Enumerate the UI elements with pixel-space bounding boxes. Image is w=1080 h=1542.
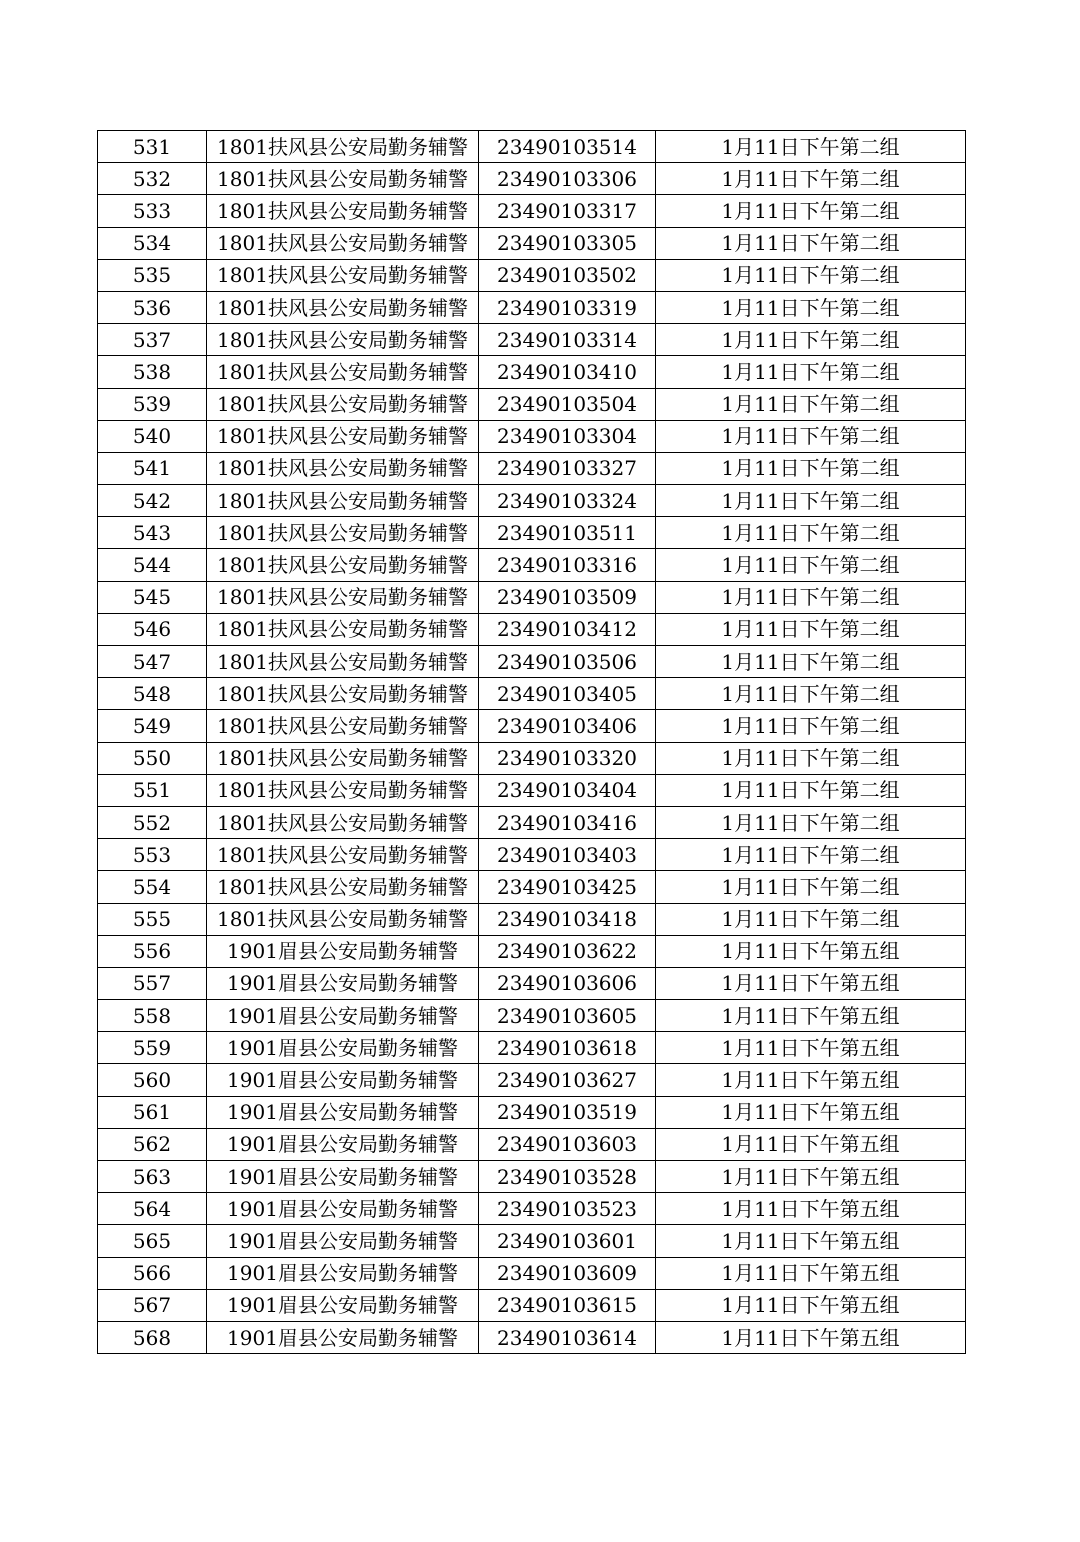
schedule-cell: 1月11日下午第二组 xyxy=(656,131,966,163)
schedule-cell: 1月11日下午第二组 xyxy=(656,356,966,388)
table-row xyxy=(98,1032,966,1064)
table-row xyxy=(98,452,966,484)
schedule-cell: 1月11日下午第二组 xyxy=(656,291,966,323)
position-cell: 1801扶风县公安局勤务辅警 xyxy=(207,420,479,452)
row-number-cell: 555 xyxy=(98,903,207,935)
candidate-table xyxy=(97,130,966,1354)
schedule-cell: 1月11日下午第五组 xyxy=(656,967,966,999)
position-cell: 1801扶风县公安局勤务辅警 xyxy=(207,485,479,517)
position-cell: 1801扶风县公安局勤务辅警 xyxy=(207,163,479,195)
row-number-cell: 533 xyxy=(98,195,207,227)
position-cell: 1901眉县公安局勤务辅警 xyxy=(207,1161,479,1193)
position-cell: 1901眉县公安局勤务辅警 xyxy=(207,1193,479,1225)
table-row xyxy=(98,163,966,195)
table-row xyxy=(98,967,966,999)
row-number-cell: 545 xyxy=(98,581,207,613)
table-row xyxy=(98,581,966,613)
row-number-cell: 557 xyxy=(98,967,207,999)
position-cell: 1801扶风县公安局勤务辅警 xyxy=(207,227,479,259)
schedule-cell: 1月11日下午第五组 xyxy=(656,1064,966,1096)
schedule-cell: 1月11日下午第二组 xyxy=(656,678,966,710)
row-number-cell: 554 xyxy=(98,871,207,903)
exam-id-cell: 23490103410 xyxy=(479,356,656,388)
row-number-cell: 551 xyxy=(98,774,207,806)
table-row xyxy=(98,517,966,549)
exam-id-cell: 23490103618 xyxy=(479,1032,656,1064)
schedule-cell: 1月11日下午第二组 xyxy=(656,839,966,871)
position-cell: 1801扶风县公安局勤务辅警 xyxy=(207,613,479,645)
schedule-cell: 1月11日下午第二组 xyxy=(656,581,966,613)
table-row xyxy=(98,291,966,323)
exam-id-cell: 23490103305 xyxy=(479,227,656,259)
exam-id-cell: 23490103320 xyxy=(479,742,656,774)
schedule-cell: 1月11日下午第二组 xyxy=(656,388,966,420)
exam-id-cell: 23490103606 xyxy=(479,967,656,999)
row-number-cell: 548 xyxy=(98,678,207,710)
position-cell: 1901眉县公安局勤务辅警 xyxy=(207,1257,479,1289)
row-number-cell: 546 xyxy=(98,613,207,645)
position-cell: 1801扶风县公安局勤务辅警 xyxy=(207,710,479,742)
exam-id-cell: 23490103615 xyxy=(479,1289,656,1321)
position-cell: 1801扶风县公安局勤务辅警 xyxy=(207,903,479,935)
position-cell: 1801扶风县公安局勤务辅警 xyxy=(207,517,479,549)
row-number-cell: 537 xyxy=(98,324,207,356)
exam-id-cell: 23490103603 xyxy=(479,1128,656,1160)
row-number-cell: 561 xyxy=(98,1096,207,1128)
exam-id-cell: 23490103316 xyxy=(479,549,656,581)
exam-id-cell: 23490103304 xyxy=(479,420,656,452)
exam-id-cell: 23490103528 xyxy=(479,1161,656,1193)
schedule-cell: 1月11日下午第二组 xyxy=(656,227,966,259)
row-number-cell: 556 xyxy=(98,935,207,967)
position-cell: 1801扶风县公安局勤务辅警 xyxy=(207,774,479,806)
schedule-cell: 1月11日下午第五组 xyxy=(656,1289,966,1321)
position-cell: 1801扶风县公安局勤务辅警 xyxy=(207,806,479,838)
position-cell: 1801扶风县公安局勤务辅警 xyxy=(207,742,479,774)
position-cell: 1901眉县公安局勤务辅警 xyxy=(207,1064,479,1096)
table-row xyxy=(98,1128,966,1160)
table-row xyxy=(98,646,966,678)
exam-id-cell: 23490103324 xyxy=(479,485,656,517)
position-cell: 1901眉县公安局勤务辅警 xyxy=(207,1032,479,1064)
schedule-cell: 1月11日下午第二组 xyxy=(656,710,966,742)
table-row xyxy=(98,420,966,452)
position-cell: 1901眉县公安局勤务辅警 xyxy=(207,1289,479,1321)
schedule-cell: 1月11日下午第二组 xyxy=(656,742,966,774)
exam-id-cell: 23490103327 xyxy=(479,452,656,484)
exam-id-cell: 23490103622 xyxy=(479,935,656,967)
position-cell: 1801扶风县公安局勤务辅警 xyxy=(207,839,479,871)
schedule-cell: 1月11日下午第五组 xyxy=(656,1321,966,1353)
row-number-cell: 547 xyxy=(98,646,207,678)
schedule-cell: 1月11日下午第五组 xyxy=(656,935,966,967)
schedule-cell: 1月11日下午第五组 xyxy=(656,1096,966,1128)
position-cell: 1801扶风县公安局勤务辅警 xyxy=(207,871,479,903)
table-row xyxy=(98,1000,966,1032)
exam-id-cell: 23490103416 xyxy=(479,806,656,838)
exam-id-cell: 23490103317 xyxy=(479,195,656,227)
position-cell: 1901眉县公安局勤务辅警 xyxy=(207,967,479,999)
position-cell: 1901眉县公安局勤务辅警 xyxy=(207,1000,479,1032)
row-number-cell: 552 xyxy=(98,806,207,838)
exam-id-cell: 23490103314 xyxy=(479,324,656,356)
row-number-cell: 538 xyxy=(98,356,207,388)
table-row xyxy=(98,388,966,420)
exam-id-cell: 23490103514 xyxy=(479,131,656,163)
position-cell: 1801扶风县公安局勤务辅警 xyxy=(207,356,479,388)
table-row xyxy=(98,1321,966,1353)
table-row xyxy=(98,195,966,227)
table-row xyxy=(98,774,966,806)
row-number-cell: 534 xyxy=(98,227,207,259)
schedule-cell: 1月11日下午第二组 xyxy=(656,517,966,549)
table-row xyxy=(98,1289,966,1321)
row-number-cell: 558 xyxy=(98,1000,207,1032)
schedule-cell: 1月11日下午第二组 xyxy=(656,806,966,838)
table-row xyxy=(98,1257,966,1289)
exam-id-cell: 23490103605 xyxy=(479,1000,656,1032)
table-row xyxy=(98,710,966,742)
exam-id-cell: 23490103502 xyxy=(479,259,656,291)
schedule-cell: 1月11日下午第二组 xyxy=(656,452,966,484)
schedule-cell: 1月11日下午第五组 xyxy=(656,1128,966,1160)
position-cell: 1801扶风县公安局勤务辅警 xyxy=(207,388,479,420)
row-number-cell: 564 xyxy=(98,1193,207,1225)
schedule-cell: 1月11日下午第二组 xyxy=(656,774,966,806)
table-row xyxy=(98,871,966,903)
exam-id-cell: 23490103511 xyxy=(479,517,656,549)
table-row xyxy=(98,1096,966,1128)
table-row xyxy=(98,549,966,581)
table-row xyxy=(98,935,966,967)
schedule-cell: 1月11日下午第二组 xyxy=(656,420,966,452)
row-number-cell: 566 xyxy=(98,1257,207,1289)
row-number-cell: 559 xyxy=(98,1032,207,1064)
table-row xyxy=(98,1193,966,1225)
table-row xyxy=(98,1225,966,1257)
row-number-cell: 560 xyxy=(98,1064,207,1096)
row-number-cell: 567 xyxy=(98,1289,207,1321)
position-cell: 1901眉县公安局勤务辅警 xyxy=(207,1128,479,1160)
schedule-cell: 1月11日下午第五组 xyxy=(656,1225,966,1257)
schedule-cell: 1月11日下午第二组 xyxy=(656,613,966,645)
table-row xyxy=(98,839,966,871)
row-number-cell: 565 xyxy=(98,1225,207,1257)
exam-id-cell: 23490103627 xyxy=(479,1064,656,1096)
exam-id-cell: 23490103614 xyxy=(479,1321,656,1353)
exam-id-cell: 23490103412 xyxy=(479,613,656,645)
row-number-cell: 541 xyxy=(98,452,207,484)
position-cell: 1801扶风县公安局勤务辅警 xyxy=(207,581,479,613)
exam-id-cell: 23490103523 xyxy=(479,1193,656,1225)
position-cell: 1901眉县公安局勤务辅警 xyxy=(207,1321,479,1353)
schedule-cell: 1月11日下午第五组 xyxy=(656,1161,966,1193)
exam-id-cell: 23490103418 xyxy=(479,903,656,935)
candidate-table-body xyxy=(98,131,966,1354)
schedule-cell: 1月11日下午第五组 xyxy=(656,1000,966,1032)
position-cell: 1801扶风县公安局勤务辅警 xyxy=(207,678,479,710)
row-number-cell: 542 xyxy=(98,485,207,517)
row-number-cell: 568 xyxy=(98,1321,207,1353)
table-row xyxy=(98,356,966,388)
schedule-cell: 1月11日下午第五组 xyxy=(656,1257,966,1289)
position-cell: 1901眉县公安局勤务辅警 xyxy=(207,1096,479,1128)
position-cell: 1801扶风县公安局勤务辅警 xyxy=(207,195,479,227)
schedule-cell: 1月11日下午第五组 xyxy=(656,1032,966,1064)
schedule-cell: 1月11日下午第二组 xyxy=(656,646,966,678)
row-number-cell: 536 xyxy=(98,291,207,323)
row-number-cell: 531 xyxy=(98,131,207,163)
row-number-cell: 539 xyxy=(98,388,207,420)
position-cell: 1801扶风县公安局勤务辅警 xyxy=(207,131,479,163)
position-cell: 1901眉县公安局勤务辅警 xyxy=(207,935,479,967)
table-row xyxy=(98,806,966,838)
position-cell: 1801扶风县公安局勤务辅警 xyxy=(207,291,479,323)
table-row xyxy=(98,742,966,774)
schedule-cell: 1月11日下午第二组 xyxy=(656,324,966,356)
table-row xyxy=(98,1064,966,1096)
exam-id-cell: 23490103601 xyxy=(479,1225,656,1257)
row-number-cell: 535 xyxy=(98,259,207,291)
exam-id-cell: 23490103403 xyxy=(479,839,656,871)
exam-id-cell: 23490103519 xyxy=(479,1096,656,1128)
position-cell: 1801扶风县公安局勤务辅警 xyxy=(207,324,479,356)
exam-id-cell: 23490103405 xyxy=(479,678,656,710)
position-cell: 1901眉县公安局勤务辅警 xyxy=(207,1225,479,1257)
table-row xyxy=(98,903,966,935)
row-number-cell: 553 xyxy=(98,839,207,871)
exam-id-cell: 23490103306 xyxy=(479,163,656,195)
position-cell: 1801扶风县公安局勤务辅警 xyxy=(207,646,479,678)
row-number-cell: 550 xyxy=(98,742,207,774)
exam-id-cell: 23490103425 xyxy=(479,871,656,903)
table-row xyxy=(98,227,966,259)
row-number-cell: 549 xyxy=(98,710,207,742)
exam-id-cell: 23490103506 xyxy=(479,646,656,678)
position-cell: 1801扶风县公安局勤务辅警 xyxy=(207,259,479,291)
schedule-cell: 1月11日下午第二组 xyxy=(656,485,966,517)
table-row xyxy=(98,613,966,645)
table-row xyxy=(98,324,966,356)
exam-id-cell: 23490103319 xyxy=(479,291,656,323)
schedule-cell: 1月11日下午第二组 xyxy=(656,871,966,903)
schedule-cell: 1月11日下午第二组 xyxy=(656,163,966,195)
schedule-cell: 1月11日下午第二组 xyxy=(656,195,966,227)
exam-id-cell: 23490103609 xyxy=(479,1257,656,1289)
table-row xyxy=(98,1161,966,1193)
position-cell: 1801扶风县公安局勤务辅警 xyxy=(207,452,479,484)
exam-id-cell: 23490103406 xyxy=(479,710,656,742)
table-row xyxy=(98,131,966,163)
schedule-cell: 1月11日下午第五组 xyxy=(656,1193,966,1225)
schedule-cell: 1月11日下午第二组 xyxy=(656,549,966,581)
exam-id-cell: 23490103504 xyxy=(479,388,656,420)
row-number-cell: 543 xyxy=(98,517,207,549)
exam-id-cell: 23490103509 xyxy=(479,581,656,613)
schedule-cell: 1月11日下午第二组 xyxy=(656,903,966,935)
row-number-cell: 532 xyxy=(98,163,207,195)
exam-id-cell: 23490103404 xyxy=(479,774,656,806)
row-number-cell: 544 xyxy=(98,549,207,581)
row-number-cell: 563 xyxy=(98,1161,207,1193)
row-number-cell: 540 xyxy=(98,420,207,452)
position-cell: 1801扶风县公安局勤务辅警 xyxy=(207,549,479,581)
table-row xyxy=(98,485,966,517)
table-row xyxy=(98,259,966,291)
schedule-cell: 1月11日下午第二组 xyxy=(656,259,966,291)
table-row xyxy=(98,678,966,710)
row-number-cell: 562 xyxy=(98,1128,207,1160)
